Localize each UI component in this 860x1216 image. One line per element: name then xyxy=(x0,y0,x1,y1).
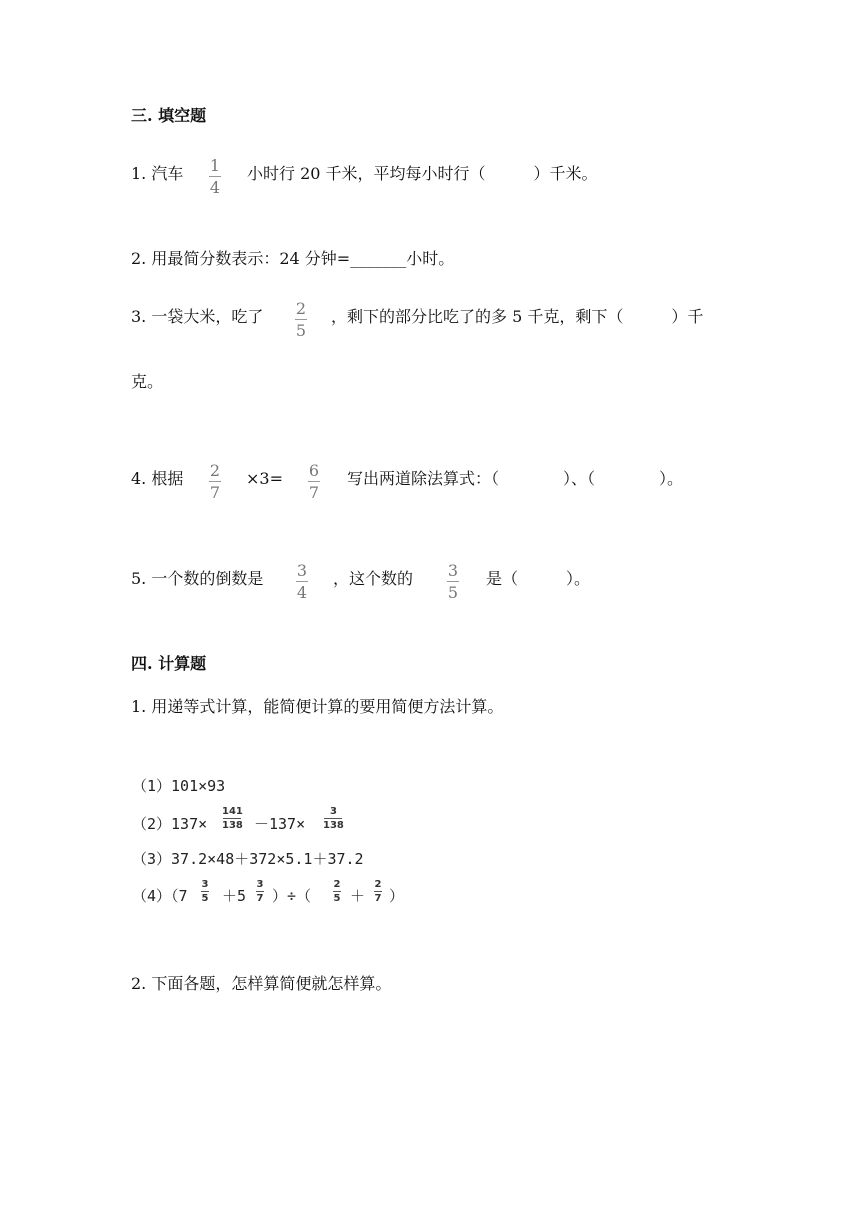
q5-fraction-1 xyxy=(296,562,308,601)
calc-q1-part-2-fraction-1 xyxy=(222,806,243,831)
fraction-bar xyxy=(223,818,241,819)
fraction-numerator: 2 xyxy=(374,879,382,890)
fraction-denominator: 5 xyxy=(201,893,209,904)
q4-text-start: 4. 根据 xyxy=(131,469,184,488)
fraction-bar xyxy=(296,581,308,582)
q1-text-end: 小时行 20 千米，平均每小时行（ ）千米。 xyxy=(247,164,598,183)
q1-text-start: 1. 汽车 xyxy=(131,164,184,183)
fraction-denominator: 7 xyxy=(374,893,382,904)
fraction-bar xyxy=(209,481,221,482)
fraction-bar xyxy=(209,176,221,177)
calc-q1-part-4-plus-5: ＋5 xyxy=(222,887,247,905)
fraction-denominator: 5 xyxy=(333,893,341,904)
fraction-denominator: 7 xyxy=(308,483,320,502)
fraction-bar xyxy=(374,891,382,892)
fraction-numerator: 3 xyxy=(296,561,308,580)
fraction-denominator: 5 xyxy=(447,583,459,602)
fraction-bar xyxy=(333,891,341,892)
calc-q1-part-4-mixed-2-fraction xyxy=(256,879,264,904)
fraction-numerator: 3 xyxy=(329,806,337,817)
fraction-denominator: 138 xyxy=(222,820,243,831)
calc-q1-part-2-fraction-2 xyxy=(323,806,344,831)
fraction-denominator: 7 xyxy=(209,483,221,502)
calc-q2-instruction: 2. 下面各题，怎样算简便就怎样算。 xyxy=(131,974,392,993)
fraction-numerator: 3 xyxy=(256,879,264,890)
fraction-bar xyxy=(201,891,209,892)
fraction-numerator: 2 xyxy=(295,299,307,318)
fraction-bar xyxy=(295,319,307,320)
fraction-denominator: 5 xyxy=(295,321,307,340)
section-title-calculation: 四. 计算题 xyxy=(131,654,207,673)
q3-fraction xyxy=(295,300,307,339)
q3-text-start: 3. 一袋大米，吃了 xyxy=(131,307,264,326)
calc-q1-part-4-fraction-2 xyxy=(374,879,382,904)
q4-times: ×3= xyxy=(246,469,283,488)
q5-text-start: 5. 一个数的倒数是 xyxy=(131,569,264,588)
calc-q1-part-4-mixed-1-fraction xyxy=(201,879,209,904)
fraction-denominator: 4 xyxy=(296,583,308,602)
fraction-bar xyxy=(447,581,459,582)
calc-q1-part-1: （1）101×93 xyxy=(132,777,226,795)
q4-fraction-2 xyxy=(308,462,320,501)
q3-text-end: 克。 xyxy=(131,372,164,391)
q4-fraction-1 xyxy=(209,462,221,501)
fraction-bar xyxy=(324,818,342,819)
calc-q1-part-4-fraction-1 xyxy=(333,879,341,904)
calc-q1-part-4-close: ） xyxy=(389,887,405,905)
section-title-fill-in: 三. 填空题 xyxy=(131,106,207,125)
q2-text: 2. 用最简分数表示：24 分钟=_______小时。 xyxy=(131,249,455,268)
calc-q1-part-4-plus: ＋ xyxy=(350,887,366,905)
q5-text-mid: ，这个数的 xyxy=(333,569,414,588)
calc-q1-part-3: （3）37.2×48＋372×5.1＋37.2 xyxy=(132,850,364,868)
fraction-numerator: 6 xyxy=(308,461,320,480)
fraction-numerator: 141 xyxy=(222,806,243,817)
q4-text-end: 写出两道除法算式：（ ）、（ ）。 xyxy=(347,469,684,488)
fraction-numerator: 2 xyxy=(333,879,341,890)
fraction-denominator: 7 xyxy=(256,893,264,904)
fraction-denominator: 138 xyxy=(323,820,344,831)
fraction-numerator: 3 xyxy=(447,561,459,580)
calc-q1-part-2-mid: －137× xyxy=(254,815,306,833)
calc-q1-part-2-start: （2）137× xyxy=(132,815,208,833)
fraction-bar xyxy=(308,481,320,482)
calc-q1-part-4-start: （4）（7 xyxy=(132,887,188,905)
q5-fraction-2 xyxy=(447,562,459,601)
q1-fraction xyxy=(209,157,221,196)
q3-text-mid: ，剩下的部分比吃了的多 5 千克，剩下（ ）千 xyxy=(331,307,704,326)
calc-q1-instruction: 1. 用递等式计算，能简便计算的要用简便方法计算。 xyxy=(131,697,504,716)
fraction-numerator: 1 xyxy=(209,156,221,175)
fraction-bar xyxy=(256,891,264,892)
q5-text-end: 是（ ）。 xyxy=(486,569,591,588)
fraction-denominator: 4 xyxy=(209,178,221,197)
fraction-numerator: 3 xyxy=(201,879,209,890)
calc-q1-part-4-divide: ）÷（ xyxy=(272,887,312,905)
fraction-numerator: 2 xyxy=(209,461,221,480)
